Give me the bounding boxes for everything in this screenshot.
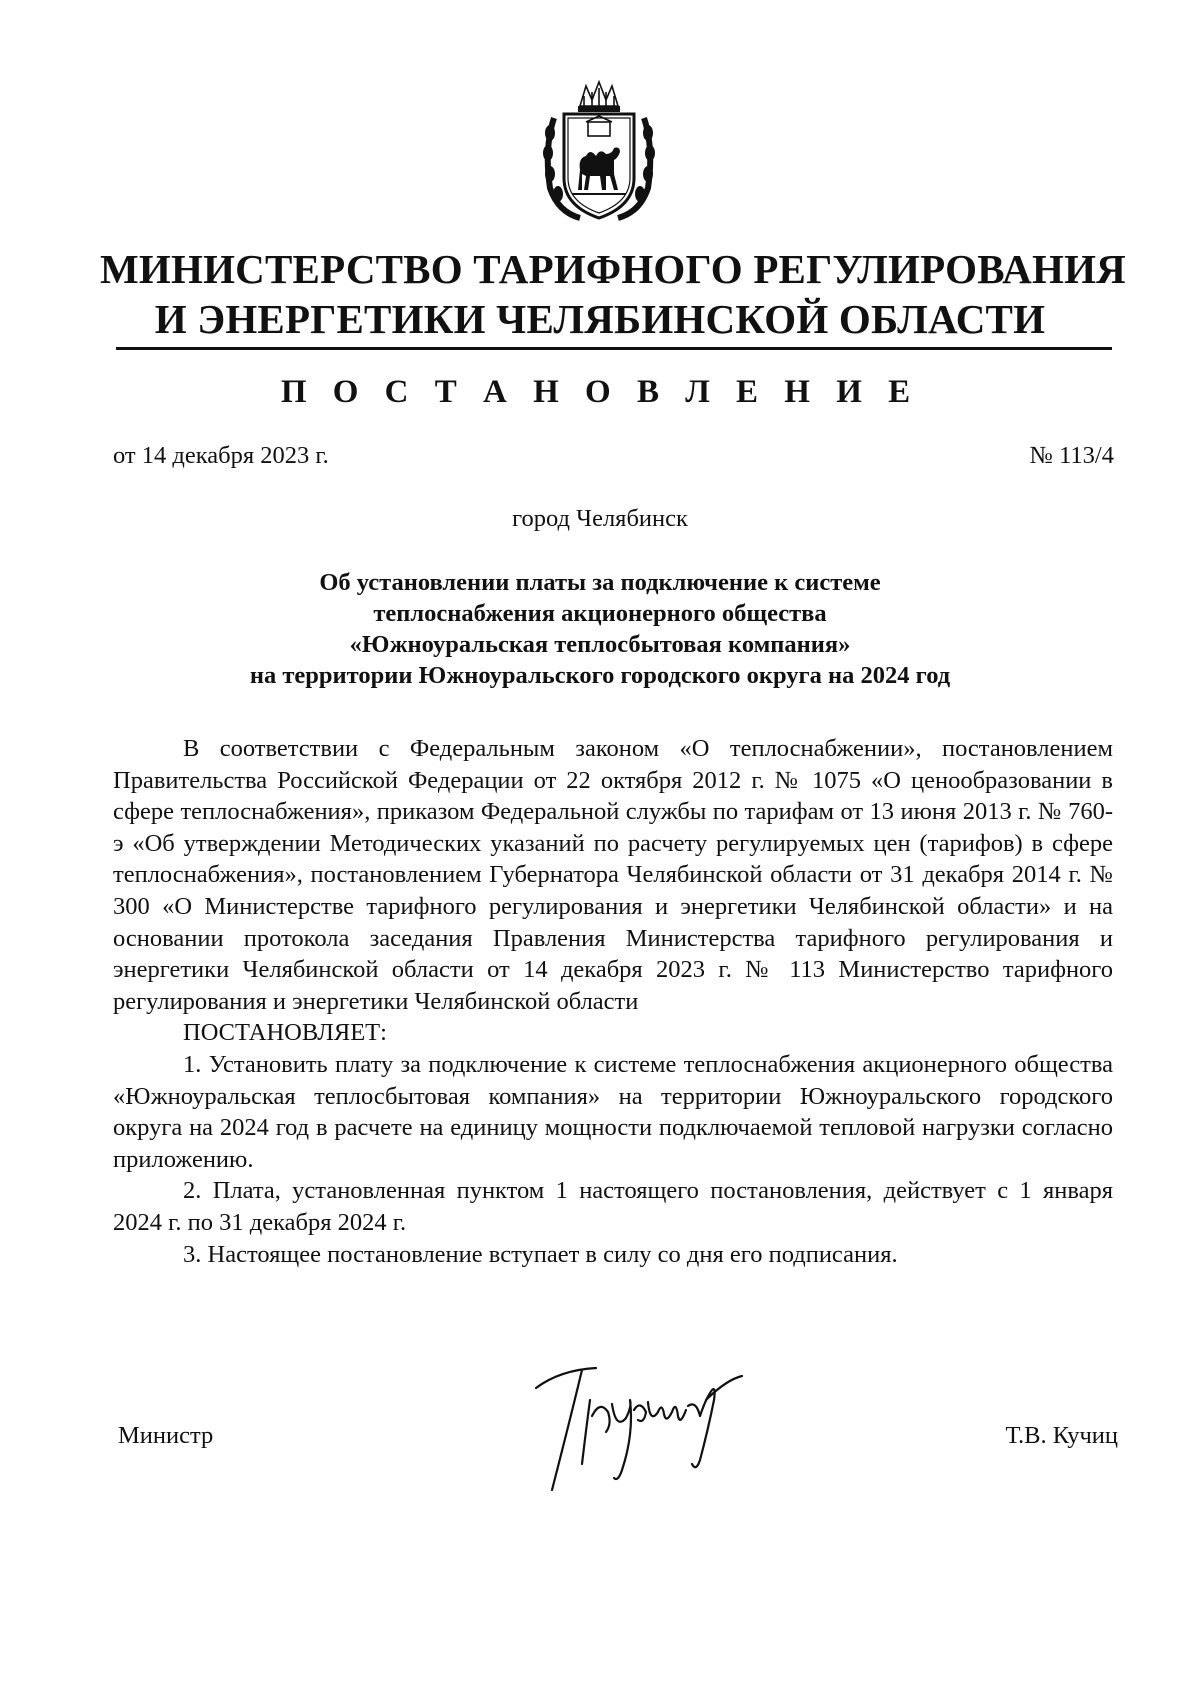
- organization-title-line1: МИНИСТЕРСТВО ТАРИФНОГО РЕГУЛИРОВАНИЯ: [100, 246, 1126, 292]
- header-divider: [116, 347, 1112, 350]
- item-paragraph-2: 2. Плата, установленная пунктом 1 настоящего постановления, действует с 1 января 2024 г. по 31 декабря 2024 г.: [113, 1177, 1113, 1236]
- document-city: город Челябинск: [512, 505, 688, 532]
- subject-line1: Об установлении платы за подключение к системе: [319, 569, 881, 596]
- decree-word: ПОСТАНОВЛЯЕТ:: [183, 1019, 387, 1047]
- item-paragraph-1: 1. Установить плату за подключение к системе теплоснабжения акционерного общества «Южноуральская теплосбытовая компания» на территории Южноуральского городского округа на 2024 год в расчете на единицу мощности подключаемой тепловой нагрузки согласно приложению.: [113, 1050, 1113, 1173]
- document-body: [113, 733, 1113, 1270]
- signatory-name: Т.В. Кучиц: [1005, 1422, 1118, 1449]
- organization-title-line2: И ЭНЕРГЕТИКИ ЧЕЛЯБИНСКОЙ ОБЛАСТИ: [154, 296, 1046, 342]
- document-type: П О С Т А Н О В Л Е Н И Е: [280, 374, 920, 410]
- document-date: от 14 декабря 2023 г.: [113, 442, 329, 469]
- document-subject: [110, 567, 1090, 691]
- document-number: № 113/4: [1029, 442, 1114, 469]
- organization-title: [100, 244, 1126, 344]
- signatory-title: Министр: [118, 1422, 214, 1449]
- subject-line2: теплоснабжения акционерного общества: [373, 600, 827, 627]
- handwritten-signature-icon: [530, 1360, 770, 1500]
- subject-line3: «Южноуральская теплосбытовая компания»: [349, 631, 851, 658]
- item-paragraph-3: 3. Настоящее постановление вступает в силу со дня его подписания.: [183, 1240, 898, 1268]
- subject-line4: на территории Южноуральского городского округа на 2024 год: [249, 662, 951, 689]
- coat-of-arms-icon: [540, 78, 658, 226]
- preamble-paragraph: В соответствии с Федеральным законом «О теплоснабжении», постановлением Правительства Российской Федерации от 22 октября 2012 г. № 1075 «О ценообразовании в сфере теплоснабжения», приказом Федеральной службы по тарифам от 13 июня 2013 г. № 760-э «Об утверждении Методических указаний по расчету регулируемых цен (тарифов) в сфере теплоснабжения», постановлением Губернатора Челябинской области от 31 декабря 2014 г. № 300 «О Министерстве тарифного регулирования и энергетики Челябинской области» и на основании протокола заседания Правления Министерства тарифного регулирования и энергетики Челябинской области от 14 декабря 2023 г. № 113 Министерство тарифного регулирования и энергетики Челябинской области: [113, 735, 1113, 1015]
